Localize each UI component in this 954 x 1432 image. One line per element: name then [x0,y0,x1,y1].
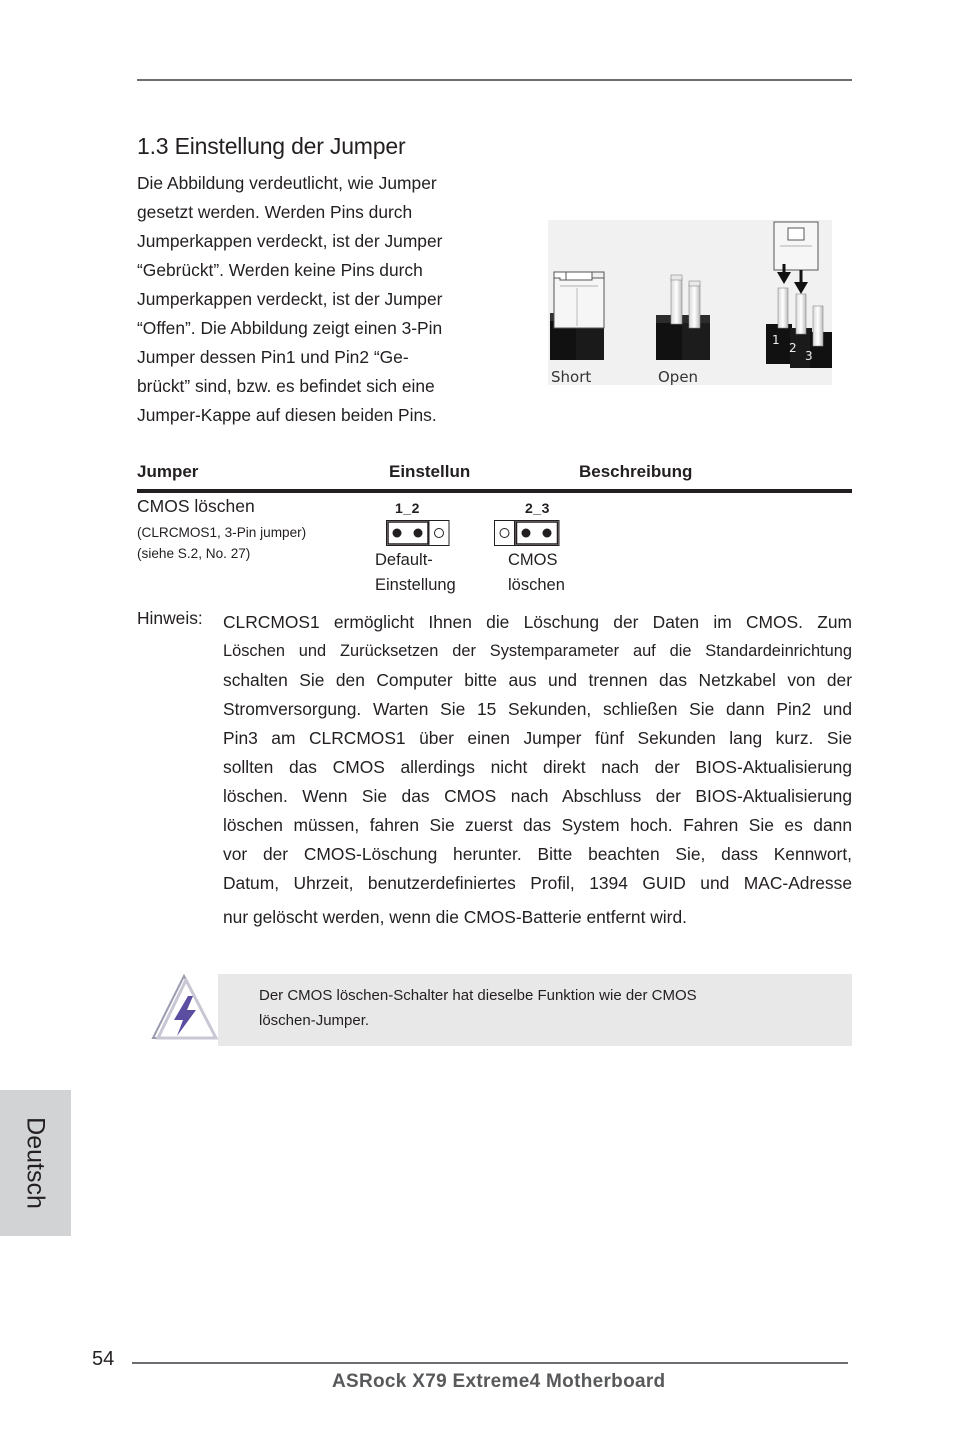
language-side-tab [0,1090,71,1236]
note-line: schalten Sie den Computer bitte aus und trennen das Netzkabel von der [223,670,852,690]
open-label: Open [658,368,699,385]
intro-line: Jumper-Kappe auf diesen beiden Pins. [137,405,437,425]
option-caption: löschen [508,576,565,594]
note-line: CLRCMOS1 ermöglicht Ihnen die Löschung der Daten im CMOS. Zum [223,612,852,632]
jumper-pins-1-2 [386,520,450,546]
footer-title: ASRock X79 Extreme4 Motherboard [332,1371,666,1392]
table-rule [137,489,852,493]
option-caption: Einstellung [375,576,456,594]
option-caption: Default- [375,551,433,569]
three-pin-jumper [766,222,832,368]
jumper-illustration [548,220,832,385]
table-header-setting: Einstellun [389,462,471,481]
intro-line: “Offen”. Die Abbildung zeigt einen 3-Pin [137,318,443,338]
note-label: Hinweis: [137,608,203,628]
intro-line: “Gebrückt”. Werden keine Pins durch [137,260,423,280]
short-label: Short [551,368,592,385]
open-jumper [656,275,710,360]
intro-line: Jumper dessen Pin1 und Pin2 “Ge- [137,347,409,367]
intro-paragraph [137,169,477,430]
table-header-jumper: Jumper [137,462,199,481]
row-title: CMOS löschen [137,496,255,516]
note-line: Stromversorgung. Warten Sie 15 Sekunden, schließen Sie dann Pin2 und [223,699,852,719]
note-line: vor der CMOS-Löschung herunter. Bitte beachten Sie, dass Kennwort, [223,844,852,864]
note-line: Pin3 am CLRCMOS1 über einen Jumper fünf Sekunden lang kurz. Sie [223,728,852,748]
note-body [223,608,852,932]
bottom-rule [132,1362,848,1364]
table-header-description: Beschreibung [579,462,693,481]
intro-line: Jumperkappen verdeckt, ist der Jumper [137,231,443,251]
intro-line: gesetzt werden. Werden Pins durch [137,202,413,222]
option-label-2-3: 2_3 [525,500,550,516]
note-line: löschen müssen, fahren Sie zuerst das System hoch. Fahren Sie es dann [223,815,852,835]
jumper-pins-2-3 [494,520,558,546]
note-line: löschen. Wenn Sie das CMOS nach Abschluss der BIOS-Aktualisierung [223,786,852,806]
top-rule [137,79,852,81]
row-subtitle: (siehe S.2, No. 27) [137,546,251,561]
note-line: nur gelöscht werden, wenn die CMOS-Batterie entfernt wird. [223,907,687,927]
row-subtitle: (CLRCMOS1, 3-Pin jumper) [137,525,307,540]
jumper-diagram [548,220,832,385]
note-line: Löschen und Zurücksetzen der Systemparameter auf die Standardeinrichtung [223,642,852,660]
warning-line: löschen-Jumper. [259,1012,370,1029]
pin-number: 3 [805,349,813,363]
warning-text [259,983,819,1033]
note-line: Datum, Uhrzeit, benutzerdefiniertes Profil, 1394 GUID und MAC-Adresse [223,873,852,893]
intro-line: Jumperkappen verdeckt, ist der Jumper [137,289,443,309]
section-title: 1.3 Einstellung der Jumper [137,133,406,159]
warning-line: Der CMOS löschen-Schalter hat dieselbe Funktion wie der CMOS [259,987,697,1004]
note-line: sollten das CMOS allerdings nicht direkt nach der BIOS-Aktualisierung [223,757,852,777]
option-caption: CMOS [508,551,558,569]
option-label-1-2: 1_2 [395,500,420,516]
page-number: 54 [92,1348,115,1370]
warning-lightning-icon [150,972,220,1042]
pin-number: 2 [789,341,797,355]
short-jumper [550,272,604,360]
intro-line: Die Abbildung verdeutlicht, wie Jumper [137,173,437,193]
pin-number: 1 [772,333,780,347]
intro-line: brückt” sind, bzw. es befindet sich eine [137,376,435,396]
language-label: Deutsch [21,1117,50,1209]
